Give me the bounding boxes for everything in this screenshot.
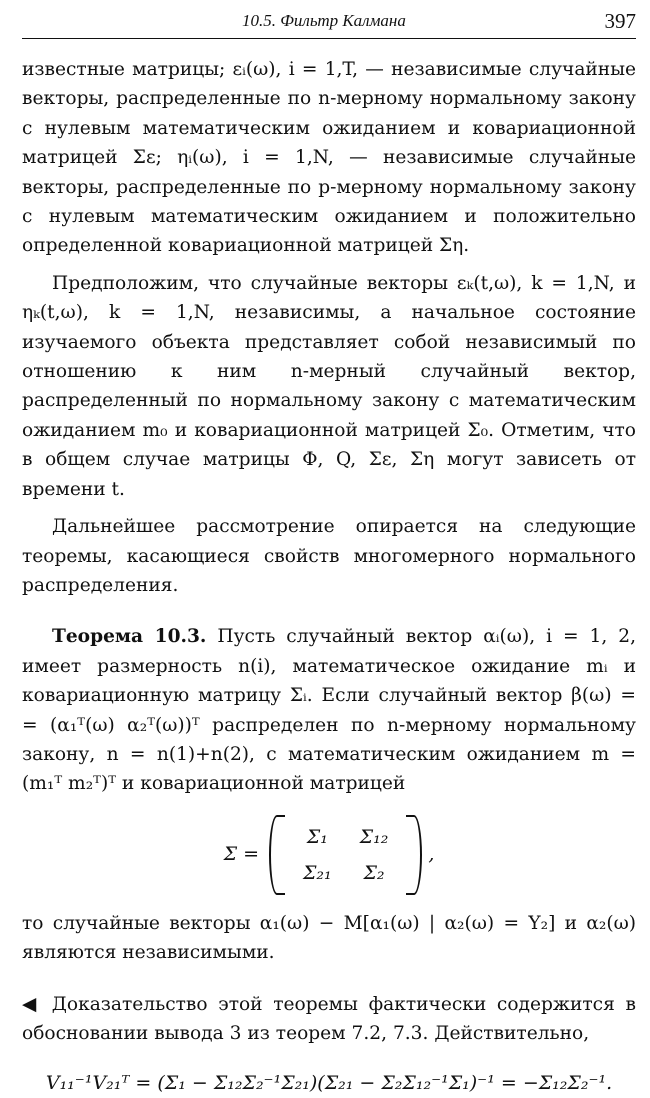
theorem-text: Пусть случайный вектор αᵢ(ω), i = 1, 2, имеет размерность n(i), математическое ожидание mᵢ и ковариационную матрицу Σᵢ. Если случайный вектор β(ω) = = (α₁ᵀ(ω) α₂ᵀ(ω))ᵀ распределен по n-мерному нормальному закону, n = n(1)+n(2), с математическим ожиданием m = (m₁ᵀ m₂ᵀ)ᵀ и ковариационной матрицей xyxy=(22,626,636,795)
proof-start-marker: ◀ xyxy=(22,993,42,1015)
matrix-cell: Σ₁ xyxy=(306,825,328,848)
matrix-cell: Σ₂₁ xyxy=(303,861,332,884)
paragraph-1: известные матрицы; εᵢ(ω), i = 1,T, — независимые случайные векторы, распределенные по n-мерному нормальному закону с нулевым математическим ожиданием и ковариационной матрицей Σε; ηᵢ(ω), i = 1,N, — независимые случайные векторы, распределенные по p-мерному нормальному закону с нулевым математическим ожиданием и положительно определенной ковариационной матрицей Ση. xyxy=(22,59,636,257)
covariance-matrix xyxy=(269,815,422,895)
theorem-title: Теорема 10.3. xyxy=(52,626,207,648)
final-formula: V₁₁⁻¹V₂₁ᵀ = (Σ₁ − Σ₁₂Σ₂⁻¹Σ₂₁)(Σ₂₁ − Σ₂Σ₁₂⁻¹Σ₁)⁻¹ = −Σ₁₂Σ₂⁻¹. xyxy=(45,1072,613,1095)
matrix-cell: Σ₂ xyxy=(363,861,385,884)
book-page xyxy=(22,8,636,1095)
theorem-statement xyxy=(22,622,636,798)
matrix-tail: , xyxy=(428,843,435,866)
matrix-cell: Σ₁₂ xyxy=(359,825,389,848)
section-title: 10.5. Фильтр Калмана xyxy=(242,11,406,30)
matrix-lhs: Σ = xyxy=(223,843,259,866)
page-body xyxy=(22,39,636,1098)
proof-text: Доказательство этой теоремы фактически содержится в обосновании вывода 3 из теорем 7.2, 7.3. Действительно, xyxy=(22,993,636,1044)
paragraph-3: Дальнейшее рассмотрение опирается на следующие теоремы, касающиеся свойств многомерного нормального распределения. xyxy=(22,516,636,596)
theorem-conclusion: то случайные векторы α₁(ω) − M[α₁(ω) | α₂(ω) = Y₂] и α₂(ω) являются независимыми. xyxy=(22,912,636,964)
covariance-matrix-formula xyxy=(22,815,636,895)
page-number: 397 xyxy=(604,9,636,33)
paragraph-2: Предположим, что случайные векторы εₖ(t,ω), k = 1,N, и ηₖ(t,ω), k = 1,N, независимы, а начальное состояние изучаемого объекта представляет собой независимый по отношению к ним n-мерный случайный вектор, распределенный по нормальному закону с математическим ожиданием m₀ и ковариационной матрицей Σ₀. Отметим, что в общем случае матрицы Φ, Q, Σε, Ση могут зависеть от времени t. xyxy=(22,272,636,500)
proof-paragraph xyxy=(22,990,636,1049)
running-header xyxy=(22,8,636,39)
